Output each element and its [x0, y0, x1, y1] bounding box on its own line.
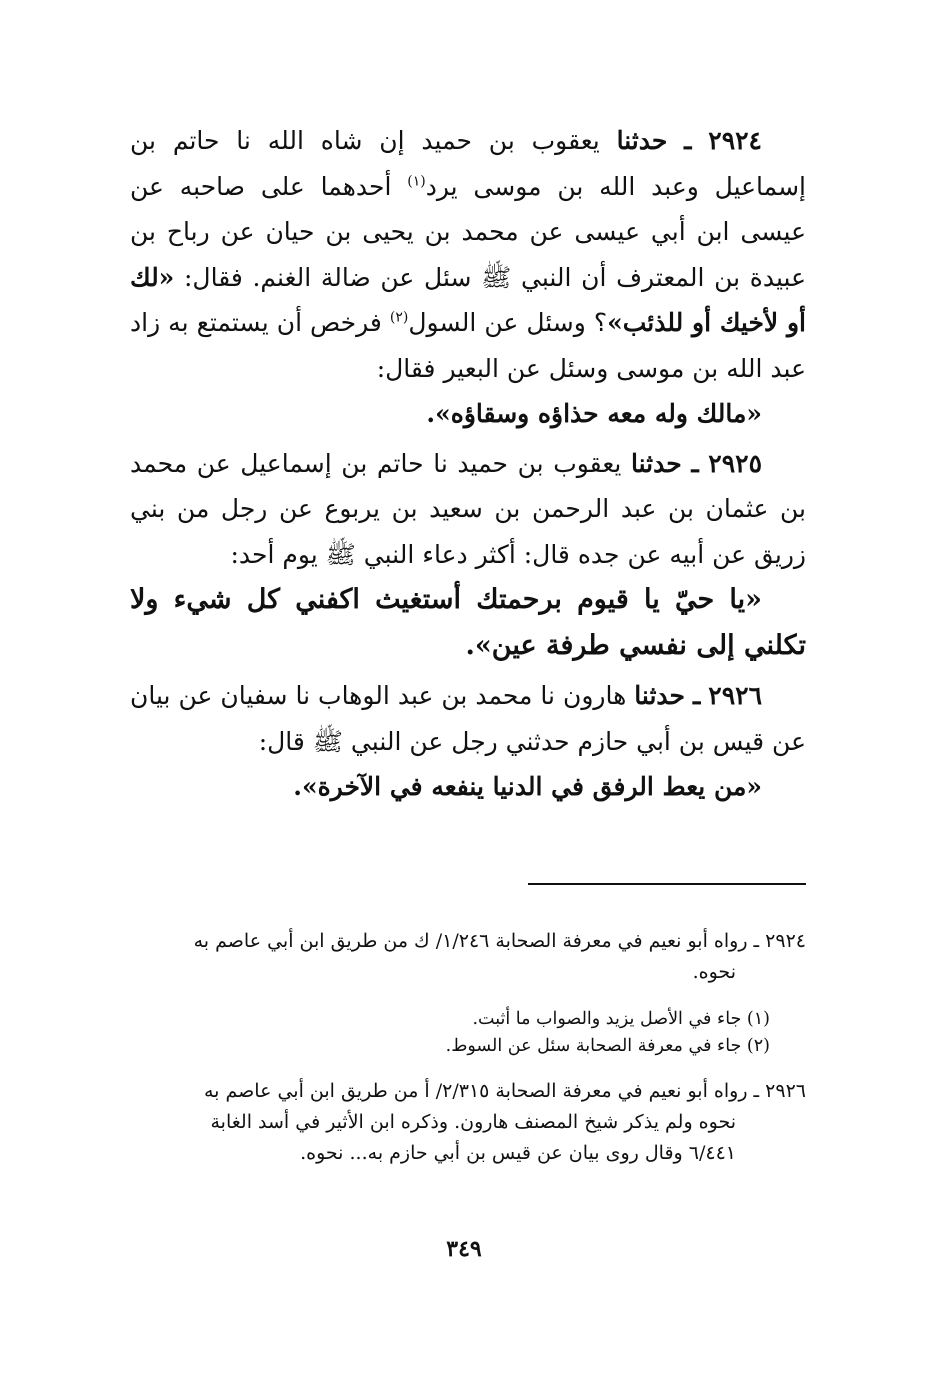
quote-terminator: . — [426, 399, 436, 428]
note-number: ٢٩٢٤ — [765, 930, 806, 952]
prophetic-quote-line — [130, 391, 806, 437]
hadith-number: ٢٩٢٤ — [708, 126, 762, 155]
note-line — [130, 1138, 806, 1169]
hadith-2926 — [130, 673, 806, 810]
hadith-paragraph — [130, 118, 806, 391]
hadith-lead-word: حدثنا — [630, 448, 682, 478]
note-line — [130, 926, 806, 957]
hadith-number: ٢٩٢٦ — [708, 681, 762, 710]
hadith-paragraph — [130, 441, 806, 578]
prophetic-quote: «لك أو لأخيك أو للذئب» — [130, 262, 806, 337]
note-text: نحوه. — [692, 961, 736, 983]
notes-section — [130, 926, 806, 1169]
note-line — [130, 1076, 806, 1107]
quote-terminator: . — [465, 630, 475, 661]
hadith-text: أحدهما على صاحبه عن عيسى ابن أبي عيسى عن محمد بن يحيى بن حيان عن رباح بن عبيدة بن المعترف أن النبي ﷺ سئل عن ضالة الغنم. فقال: — [130, 171, 806, 292]
note-separator: ـ — [753, 1080, 760, 1102]
hadith-text: هارون نا محمد بن عبد الوهاب نا سفيان عن بيان عن قيس بن أبي حازم حدثني رجل عن النبي ﷺ قال: — [130, 681, 806, 756]
footnote-separator-rule — [528, 883, 806, 885]
prophetic-quote: «من يعط الرفق في الدنيا ينفعه في الآخرة» — [301, 772, 762, 801]
page-number: ٣٤٩ — [446, 1236, 482, 1262]
note-line — [130, 1107, 806, 1138]
note-text: رواه أبو نعيم في معرفة الصحابة ١/٢٤٦/ ك من طريق ابن أبي عاصم به — [193, 930, 748, 952]
footnote-ref: (١) — [407, 173, 426, 190]
hadith-text: يعقوب بن حميد إن شاه الله نا حاتم بن إسماعيل وعبد الله بن موسى يرد — [130, 126, 806, 201]
hadith-paragraph — [130, 673, 806, 764]
note-text: نحوه ولم يذكر شيخ المصنف هارون. وذكره ابن الأثير في أسد الغابة — [210, 1111, 736, 1133]
hadith-text: فرخص أن يستمتع به زاد عبد الله بن موسى وسئل عن البعير فقال: — [130, 308, 806, 383]
prophetic-quote: «مالك وله معه حذاؤه وسقاؤه» — [435, 399, 762, 428]
hadith-2924 — [130, 118, 806, 437]
hadith-separator: ـ — [691, 448, 699, 478]
note-number: ٢٩٢٦ — [765, 1080, 806, 1102]
takhrij-note-2926 — [130, 1076, 806, 1169]
note-line — [130, 957, 806, 988]
main-text — [130, 118, 806, 810]
footnote-ref: (٢) — [389, 309, 409, 326]
footnote-list — [130, 1006, 806, 1060]
hadith-number: ٢٩٢٥ — [708, 448, 763, 478]
footnote-item: (٢) جاء في معرفة الصحابة سئل عن السوط. — [445, 1036, 770, 1056]
footnote-item: (١) جاء في الأصل يزيد والصواب ما أثبت. — [472, 1009, 770, 1029]
prophetic-quote-line — [130, 577, 806, 669]
quote-terminator: . — [293, 772, 302, 801]
hadith-text: يعقوب بن حميد نا حاتم بن إسماعيل عن محمد بن عثمان بن عبد الرحمن بن سعيد بن يربوع عن رجل من بني زريق عن أبيه عن جده قال: أكثر دعاء النبي ﷺ يوم أحد: — [130, 448, 806, 569]
hadith-2925 — [130, 441, 806, 670]
prophetic-quote: «يا حيّ يا قيوم برحمتك أستغيث اكفني كل شيء ولا تكلني إلى نفسي طرفة عين» — [130, 584, 806, 661]
takhrij-note-2924 — [130, 926, 806, 988]
prophetic-quote-line — [130, 764, 806, 810]
hadith-text: ؟ وسئل عن السول — [408, 308, 608, 337]
hadith-separator: ـ — [692, 681, 701, 710]
note-text: رواه أبو نعيم في معرفة الصحابة ٢/٣١٥/ أ من طريق ابن أبي عاصم به — [203, 1080, 748, 1102]
hadith-lead-word: حدثنا — [634, 681, 685, 710]
hadith-lead-word: حدثنا — [616, 126, 668, 155]
hadith-separator: ـ — [684, 126, 692, 155]
note-separator: ـ — [753, 930, 760, 952]
note-text: ٦/٤٤١ وقال روى بيان عن قيس بن أبي حازم به... نحوه. — [300, 1142, 736, 1164]
